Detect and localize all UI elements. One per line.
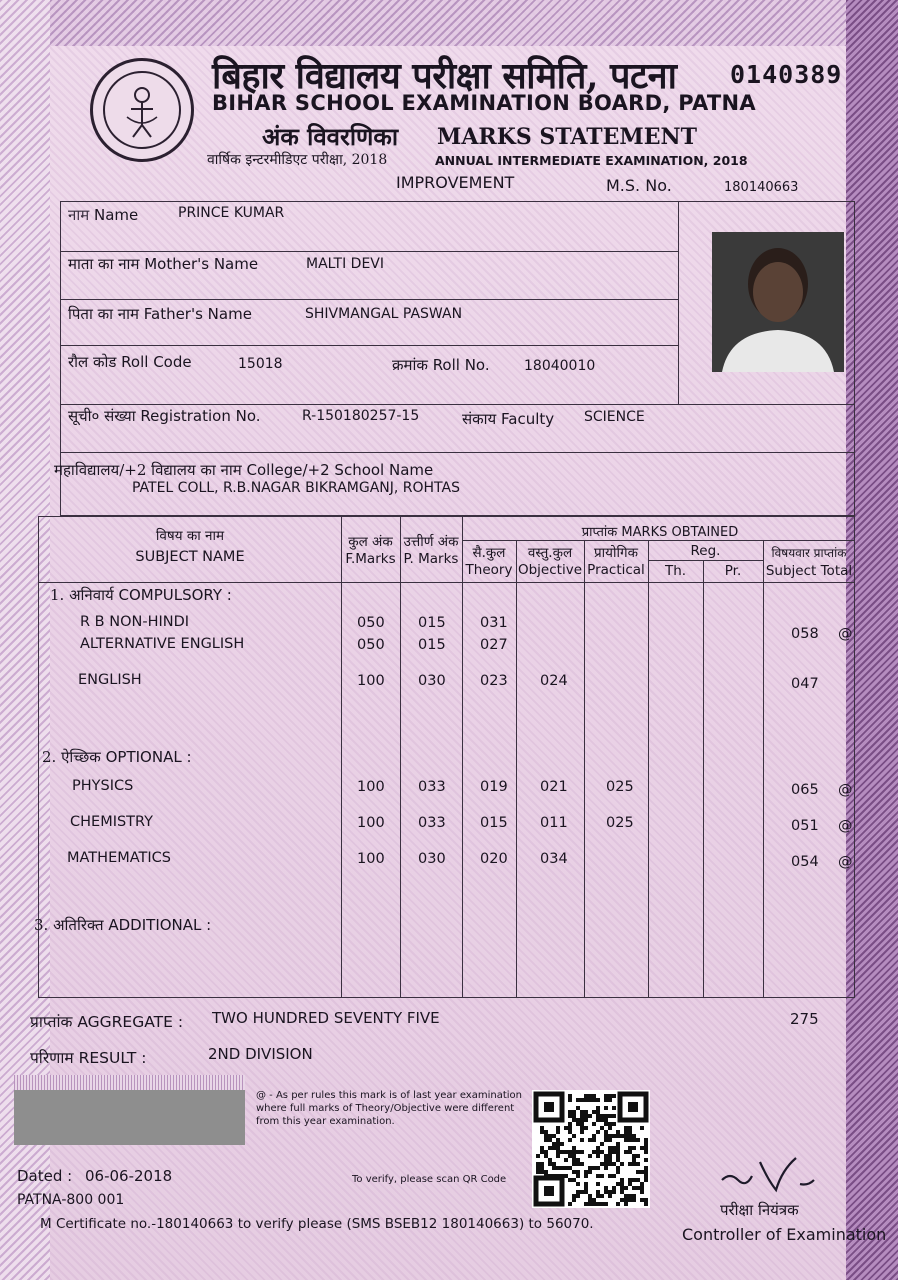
subject-practical-marks: 025 [606,779,634,795]
college-label: College/+2 School Name [246,461,434,479]
board-seal-emblem [90,58,194,162]
subject-name: ENGLISH [78,672,142,688]
theory-header-hindi: सै.कुल [472,545,506,561]
qr-code-icon [532,1090,650,1208]
roll-no-row [392,355,490,375]
reg-header: Reg. [690,543,721,559]
col-divider [584,540,585,998]
section-additional-label: ADDITIONAL : [108,916,212,934]
subject-objective-marks: 024 [540,673,568,689]
subject-pass-marks: 030 [418,851,446,867]
subject-pass-marks: 015 [418,615,446,631]
col-divider [341,516,342,998]
full-marks-header: F.Marks [345,551,396,567]
practical-header: Practical [587,562,645,578]
exam-name-english: ANNUAL INTERMEDIATE EXAMINATION, 2018 [435,153,748,168]
col-divider [400,516,401,998]
row-divider [60,251,678,252]
subject-total: 054 [791,854,819,870]
father-row [68,304,252,324]
controller-label-hindi: परीक्षा नियंत्रक [720,1201,799,1219]
obtained-header-divider [462,540,855,541]
name-label: Name [93,206,139,224]
registration-row [68,406,261,426]
mother-label-hindi: माता का नाम [68,255,140,273]
qr-code[interactable] [532,1090,650,1208]
pass-marks-header: P. Marks [403,551,459,567]
ms-no-value: 180140663 [724,180,799,195]
col-divider [648,540,649,998]
subject-total: 058 [791,626,819,642]
subject-name: ALTERNATIVE ENGLISH [80,636,245,652]
row-divider [60,299,678,300]
roll-code-label-hindi: रौल कोड [68,353,117,371]
verify-qr-text: To verify, please scan QR Code [352,1174,507,1185]
section-additional-hindi: 3. अतिरिक्त [34,916,104,934]
footnote-line-2: where full marks of Theory/Objective were different [256,1103,515,1114]
marks-obtained-header-english: MARKS OBTAINED [621,525,739,540]
college-name: PATEL COLL, R.B.NAGAR BIKRAMGANJ, ROHTAS [132,480,460,496]
controller-signature-icon [716,1150,836,1200]
registration-no: R-150180257-15 [302,408,420,424]
father-label-hindi: पिता का नाम [68,305,139,323]
reg-header-divider [648,560,763,561]
subject-total: 047 [791,676,819,692]
roll-code-row [68,352,192,372]
result-label-hindi: परिणाम [30,1049,74,1067]
row-divider [60,404,855,405]
father-name: SHIVMANGAL PASWAN [305,306,463,322]
seal-figure-icon [105,73,179,147]
subject-total-header: Subject Total [765,563,853,579]
subject-theory-marks: 031 [480,615,508,631]
subject-rule-mark: @ [838,818,853,834]
footnote-line-3: from this year examination. [256,1116,395,1127]
roll-no-label: Roll No. [432,356,490,374]
subject-name: MATHEMATICS [67,850,171,866]
subject-name: CHEMISTRY [70,814,154,830]
subject-total: 065 [791,782,819,798]
aggregate-label-hindi: प्राप्तांक [30,1013,73,1031]
subject-full-marks: 100 [357,851,385,867]
issue-date: 06-06-2018 [84,1167,173,1185]
student-photo [712,232,844,372]
father-label: Father's Name [143,305,252,323]
registration-label-hindi: सूची० संख्या [68,407,136,425]
board-title-english: BIHAR SCHOOL EXAMINATION BOARD, PATNA [212,91,756,115]
section-compulsory-hindi: 1. अनिवार्य [50,586,114,604]
result-label: RESULT : [78,1049,147,1067]
subject-rule-mark: @ [838,782,853,798]
faculty-value: SCIENCE [584,409,645,425]
subject-header-hindi: विषय का नाम [155,528,225,544]
subject-theory-marks: 023 [480,673,508,689]
marks-obtained-header [520,522,800,540]
pass-marks-header-hindi: उत्तीर्ण अंक [403,534,459,550]
name-label-hindi: नाम [68,206,90,224]
theory-header: Theory [465,562,513,578]
subject-full-marks: 100 [357,815,385,831]
roll-no-value: 18040010 [524,358,596,374]
footnote-line-1: @ - As per rules this mark is of last year examination [256,1090,522,1101]
section-optional [42,747,192,767]
college-row [54,460,433,480]
section-additional [34,915,211,935]
subject-objective-marks: 011 [540,815,568,831]
statement-title-hindi: अंक विवरणिका [262,122,399,151]
seal-inner-ring [103,71,181,149]
reg-th-header: Th. [664,563,687,579]
aggregate-label: AGGREGATE : [77,1013,184,1031]
mother-label: Mother's Name [144,255,259,273]
subject-name: R B NON-HINDI [80,614,190,630]
roll-code-label: Roll Code [121,353,192,371]
objective-header-hindi: वस्तु.कुल [527,545,573,561]
roll-no-label-hindi: क्रमांक [392,356,428,374]
ms-no-label: M.S. No. [606,176,672,195]
subject-full-marks: 100 [357,673,385,689]
college-label-hindi: महाविद्यालय/+2 विद्यालय का नाम [54,461,242,479]
subject-theory-marks: 027 [480,637,508,653]
photo-divider [678,201,679,404]
result-value: 2ND DIVISION [208,1045,313,1063]
subject-theory-marks: 019 [480,779,508,795]
table-header-divider [38,582,855,583]
aggregate-row [30,1010,183,1032]
subject-pass-marks: 015 [418,637,446,653]
aggregate-words: TWO HUNDRED SEVENTY FIVE [212,1009,440,1027]
subject-pass-marks: 033 [418,815,446,831]
subject-pass-marks: 030 [418,673,446,689]
exam-name-hindi: वार्षिक इन्टरमीडिएट परीक्षा, 2018 [207,152,388,168]
subject-rule-mark: @ [838,626,853,642]
subject-name: PHYSICS [72,778,134,794]
mother-row [68,254,258,274]
subject-theory-marks: 015 [480,815,508,831]
subject-theory-marks: 020 [480,851,508,867]
col-divider [462,516,463,998]
marks-obtained-header-hindi: प्राप्तांक [581,525,618,540]
place: PATNA-800 001 [17,1192,125,1208]
subject-rule-mark: @ [838,854,853,870]
col-divider [703,560,704,998]
subject-objective-marks: 034 [540,851,568,867]
dated-row [17,1167,172,1185]
faculty-row [462,409,554,429]
top-border-pattern [50,0,898,46]
exam-type: IMPROVEMENT [396,173,515,192]
student-name: PRINCE KUMAR [178,205,285,221]
faculty-label-hindi: संकाय [462,410,497,428]
row-divider [60,345,678,346]
name-row [68,205,138,225]
subject-total-header-hindi: विषयवार प्राप्तांक [771,546,847,560]
aggregate-value: 275 [790,1010,819,1028]
reg-pr-header: Pr. [724,563,742,579]
board-title-hindi: बिहार विद्यालय परीक्षा समिति, पटना [212,55,677,97]
mother-name: MALTI DEVI [306,256,384,272]
col-divider [763,540,764,998]
dated-label: Dated : [17,1167,73,1185]
subject-header: SUBJECT NAME [135,549,245,565]
subject-full-marks: 100 [357,779,385,795]
practical-header-hindi: प्रायोगिक [594,545,638,561]
statement-title-english: MARKS STATEMENT [437,124,698,150]
result-row [30,1046,146,1068]
row-divider [60,452,855,453]
subject-full-marks: 050 [357,615,385,631]
subject-pass-marks: 033 [418,779,446,795]
sms-verify-text: M Certificate no.-180140663 to verify please (SMS BSEB12 180140663) to 56070. [40,1216,594,1232]
student-portrait-icon [712,232,844,372]
section-compulsory-label: COMPULSORY : [118,586,232,604]
registration-label: Registration No. [140,407,261,425]
col-divider [516,540,517,998]
section-compulsory [50,585,232,605]
footer-gray-band [14,1090,245,1145]
controller-label: Controller of Examination [682,1225,887,1244]
subject-practical-marks: 025 [606,815,634,831]
full-marks-header-hindi: कुल अंक [348,534,393,550]
section-optional-label: OPTIONAL : [105,748,192,766]
subject-total: 051 [791,818,819,834]
faculty-label: Faculty [501,410,555,428]
section-optional-hindi: 2. ऐच्छिक [42,748,101,766]
subject-objective-marks: 021 [540,779,568,795]
footnote [256,1089,522,1128]
subject-full-marks: 050 [357,637,385,653]
objective-header: Objective [517,562,582,578]
serial-number: 0140389 [730,60,843,89]
roll-code-value: 15018 [238,356,283,372]
